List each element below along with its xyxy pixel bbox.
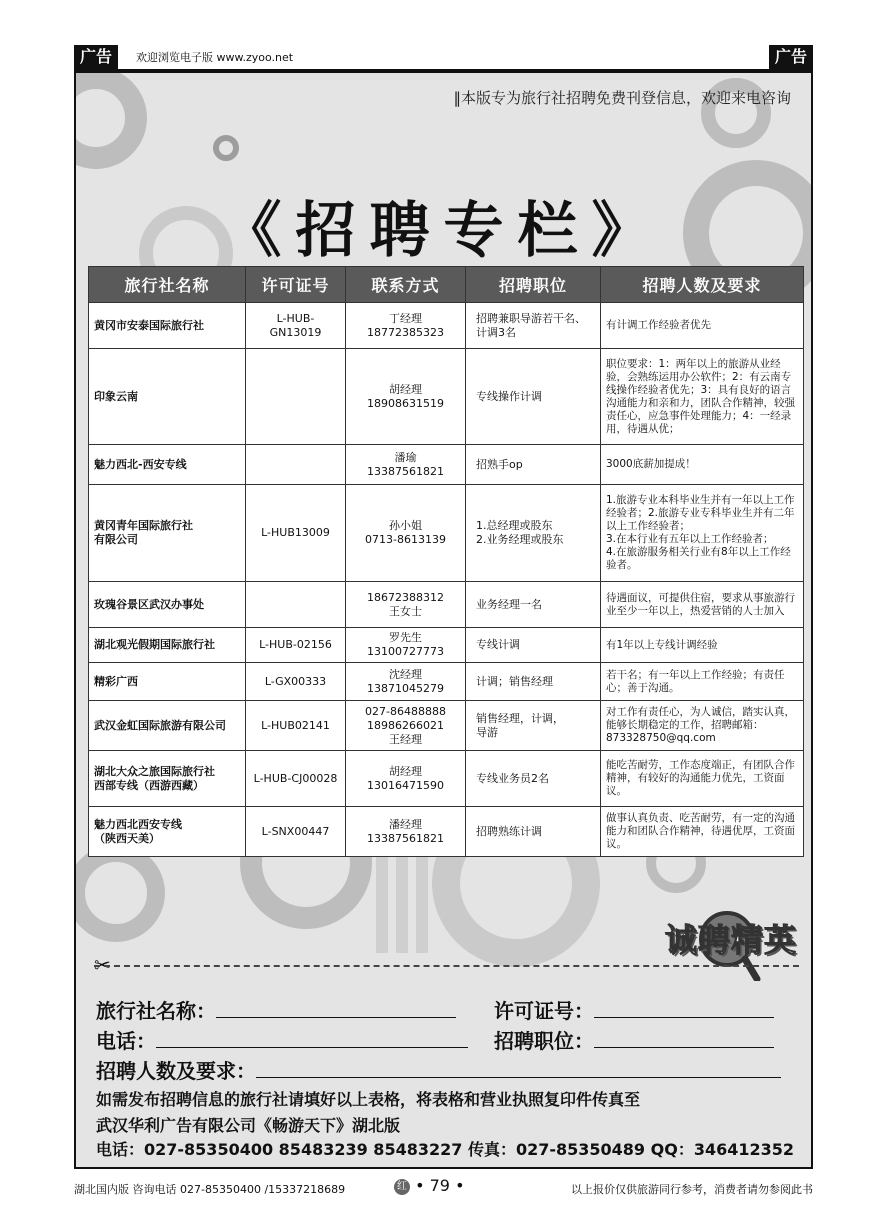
table-row [89, 445, 804, 485]
table-cell: 有计调工作经验者优先 [601, 303, 804, 349]
table-cell: 武汉金虹国际旅游有限公司 [89, 701, 246, 751]
agency-field[interactable] [216, 1001, 456, 1018]
table-cell [246, 445, 346, 485]
table-row [89, 485, 804, 582]
col-header-requirements: 招聘人数及要求 [601, 267, 804, 303]
requirements-field[interactable] [256, 1061, 781, 1078]
table-cell: 印象云南 [89, 349, 246, 445]
form-row-2 [96, 1025, 468, 1054]
form-row-1b [494, 995, 774, 1024]
table-cell: 待遇面议，可提供住宿，要求从事旅游行业至少一年以上，热爱营销的人士加入 [601, 582, 804, 628]
license-field[interactable] [594, 1001, 774, 1018]
info-line-2: 武汉华利广告有限公司《畅游天下》湖北版 [96, 1116, 401, 1135]
table-row [89, 751, 804, 807]
table-cell: 做事认真负责、吃苦耐劳，有一定的沟通能力和团队合作精神，待遇优厚，工资面议。 [601, 807, 804, 857]
slogan-text: 诚聘精英 [664, 921, 797, 959]
position-field[interactable] [594, 1031, 774, 1048]
table-cell: 业务经理一名 [466, 582, 601, 628]
top-bar [74, 45, 813, 71]
table-cell: 专线操作计调 [466, 349, 601, 445]
page-number [394, 1176, 465, 1195]
cut-line [94, 965, 799, 967]
table-cell: 3000底薪加提成！ [601, 445, 804, 485]
table-cell: 有1年以上专线计调经验 [601, 628, 804, 663]
notice-text: ‖本版专为旅行社招聘免费刊登信息，欢迎来电咨询 [453, 89, 791, 107]
table-cell: 潘瑜 13387561821 [346, 445, 466, 485]
info-line-1: 如需发布招聘信息的旅行社请填好以上表格，将表格和营业执照复印件传真至 [96, 1090, 641, 1109]
table-cell: 沈经理 13871045279 [346, 663, 466, 701]
scissors-icon: ✂ [94, 953, 111, 977]
table-cell: 孙小姐 0713-8613139 [346, 485, 466, 582]
table-cell: 黄冈青年国际旅行社 有限公司 [89, 485, 246, 582]
table-cell: L-HUB-02156 [246, 628, 346, 663]
ad-tag-right: 广告 [769, 45, 813, 69]
license-label: 许可证号： [494, 999, 594, 1023]
table-cell: 玫瑰谷景区武汉办事处 [89, 582, 246, 628]
table-cell: L-HUB13009 [246, 485, 346, 582]
recruitment-table [88, 266, 804, 857]
page-footer [74, 1176, 813, 1206]
table-cell: 1.总经理或股东 2.业务经理或股东 [466, 485, 601, 582]
table-cell: 能吃苦耐劳，工作态度端正，有团队合作精神，有较好的沟通能力优先，工资面议。 [601, 751, 804, 807]
table-cell: 湖北观光假期国际旅行社 [89, 628, 246, 663]
table-cell: 魅力西北西安专线 （陕西天美） [89, 807, 246, 857]
phone-field[interactable] [156, 1031, 468, 1048]
table-row [89, 349, 804, 445]
table-row [89, 663, 804, 701]
form-row-3 [96, 1055, 781, 1084]
position-label: 招聘职位： [494, 1029, 594, 1053]
table-cell: 丁经理 18772385323 [346, 303, 466, 349]
table-cell: 罗先生 13100727773 [346, 628, 466, 663]
table-cell: 招聘兼职导游若干名、 计调3名 [466, 303, 601, 349]
requirements-label: 招聘人数及要求： [96, 1059, 256, 1083]
table-cell: 计调；销售经理 [466, 663, 601, 701]
table-cell: 专线业务员2名 [466, 751, 601, 807]
ad-tag-left: 广告 [74, 45, 118, 69]
table-cell: L-HUB-CJ00028 [246, 751, 346, 807]
table-cell: L-HUB02141 [246, 701, 346, 751]
table-cell: 招熟手op [466, 445, 601, 485]
agency-label: 旅行社名称： [96, 999, 216, 1023]
slogan-badge [607, 901, 797, 981]
edition-badge: 红 [394, 1179, 410, 1195]
form-row-2b [494, 1025, 774, 1054]
table-row [89, 303, 804, 349]
table-cell: 胡经理 18908631519 [346, 349, 466, 445]
table-cell: L-GX00333 [246, 663, 346, 701]
table-cell: 销售经理，计调， 导游 [466, 701, 601, 751]
table-row [89, 628, 804, 663]
table-cell: 对工作有责任心，为人诚信，踏实认真，能够长期稳定的工作，招聘邮箱：873328750@qq.com [601, 701, 804, 751]
col-header-agency: 旅行社名称 [89, 267, 246, 303]
table-cell [246, 349, 346, 445]
table-cell: 潘经理 13387561821 [346, 807, 466, 857]
site-text: 欢迎浏览电子版 www.zyoo.net [136, 51, 294, 64]
col-header-contact: 联系方式 [346, 267, 466, 303]
col-header-position: 招聘职位 [466, 267, 601, 303]
table-cell: L-SNX00447 [246, 807, 346, 857]
info-line-3: 电话：027-85350400 85483239 85483227 传真：027-85350489 QQ：346412352 [96, 1140, 795, 1159]
table-header-row [89, 267, 804, 303]
table-cell [246, 582, 346, 628]
phone-label: 电话： [96, 1029, 156, 1053]
table-cell: 魅力西北-西安专线 [89, 445, 246, 485]
table-cell: L-HUB-GN13019 [246, 303, 346, 349]
table-cell: 精彩广西 [89, 663, 246, 701]
table-row [89, 582, 804, 628]
table-cell: 湖北大众之旅国际旅行社 西部专线（西游西藏） [89, 751, 246, 807]
footer-left: 湖北国内版 咨询电话 027-85350400 /15337218689 [74, 1183, 346, 1196]
ad-frame [74, 71, 813, 1169]
table-cell: 招聘熟练计调 [466, 807, 601, 857]
table-cell: 职位要求：1：两年以上的旅游从业经验，会熟练运用办公软件；2：有云南专线操作经验者优先；3：具有良好的语言沟通能力和亲和力，团队合作精神，较强责任心，应急事件处理能力；4：一经录用，待遇从优； [601, 349, 804, 445]
table-cell: 027-86488888 18986266021 王经理 [346, 701, 466, 751]
table-row [89, 807, 804, 857]
table-cell: 18672388312 王女士 [346, 582, 466, 628]
form-row-1 [96, 995, 456, 1024]
table-cell: 1.旅游专业本科毕业生并有一年以上工作经验者；2.旅游专业专科毕业生并有二年以上工作经验者； 3.在本行业有五年以上工作经验者； 4.在旅游服务相关行业有8年以上工作经验者。 [601, 485, 804, 582]
table-cell: 若干名；有一年以上工作经验；有责任心；善于沟通。 [601, 663, 804, 701]
table-row [89, 701, 804, 751]
table-cell: 专线计调 [466, 628, 601, 663]
page-number-text: • 79 • [415, 1176, 465, 1195]
table-cell: 胡经理 13016471590 [346, 751, 466, 807]
footer-right: 以上报价仅供旅游同行参考，消费者请勿参阅此书 [571, 1183, 813, 1196]
page-title: 《招聘专栏》 [221, 196, 666, 266]
col-header-license: 许可证号 [246, 267, 346, 303]
table-cell: 黄冈市安泰国际旅行社 [89, 303, 246, 349]
